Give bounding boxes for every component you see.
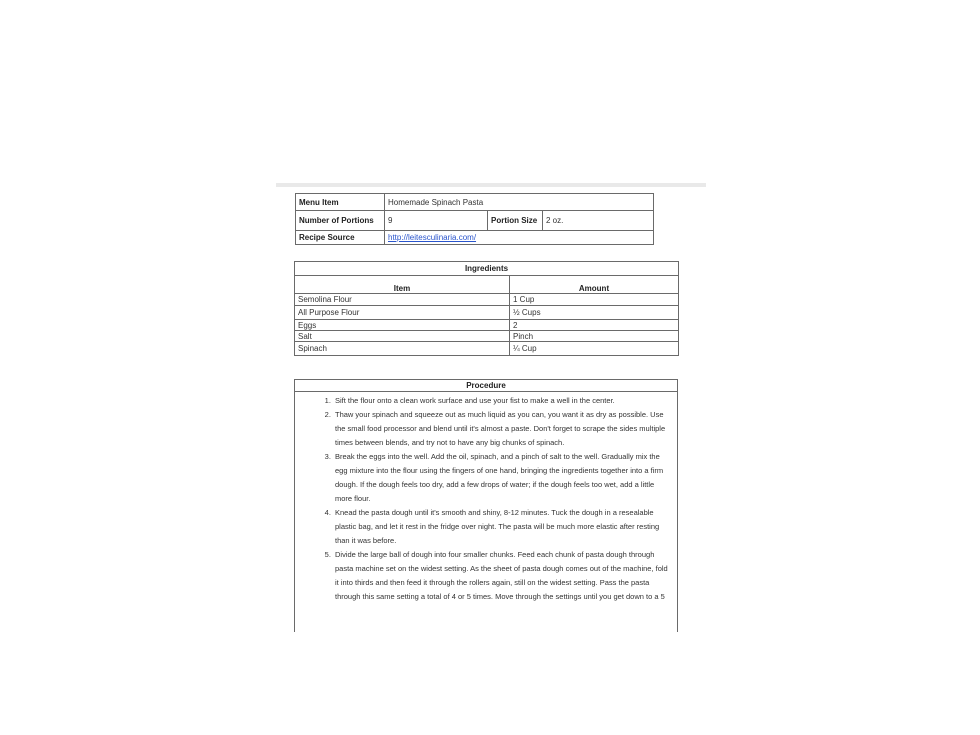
ingredient-item: Spinach	[295, 342, 510, 356]
table-row	[295, 320, 679, 331]
table-row	[295, 306, 679, 320]
procedure-title: Procedure	[295, 380, 678, 392]
portion-size-label: Portion Size	[488, 211, 543, 231]
portions-label: Number of Portions	[296, 211, 385, 231]
ingredient-item: Semolina Flour	[295, 294, 510, 306]
source-row	[296, 231, 654, 245]
procedure-steps	[299, 394, 673, 604]
ingredient-amount: 1 Cup	[510, 294, 679, 306]
procedure-step: 4. Knead the pasta dough until it's smooth and shiny, 8-12 minutes. Tuck the dough in a resealable plastic bag, and let it rest in the fridge over night. The pasta will be much more elastic after resting than it was before.	[333, 506, 673, 548]
ingredient-item: All Purpose Flour	[295, 306, 510, 320]
ingredients-title: Ingredients	[295, 262, 679, 276]
ingredient-amount: Pinch	[510, 331, 679, 342]
top-divider	[276, 183, 706, 187]
portion-size-value: 2 oz.	[543, 211, 654, 231]
menu-item-row	[296, 194, 654, 211]
source-label: Recipe Source	[296, 231, 385, 245]
menu-item-label: Menu Item	[296, 194, 385, 211]
procedure-body	[295, 392, 678, 632]
source-link[interactable]: http://leitesculinaria.com/	[388, 233, 477, 242]
table-row	[295, 294, 679, 306]
ingredient-item: Salt	[295, 331, 510, 342]
procedure-table	[294, 379, 678, 632]
ingredients-col-amount: Amount	[510, 276, 679, 294]
portions-value: 9	[385, 211, 488, 231]
ingredient-item: Eggs	[295, 320, 510, 331]
ingredient-amount: ½ Cups	[510, 306, 679, 320]
menu-item-value: Homemade Spinach Pasta	[385, 194, 654, 211]
table-row	[295, 342, 679, 356]
procedure-step: 3. Break the eggs into the well. Add the oil, spinach, and a pinch of salt to the well. Gradually mix the egg mixture into the flour using the fingers of one hand, bringing the ingredients together into a firm dough. If the dough feels too dry, add a few drops of water; if the dough feels too wet, add a little more flour.	[333, 450, 673, 506]
source-cell	[385, 231, 654, 245]
procedure-step: 5. Divide the large ball of dough into four smaller chunks. Feed each chunk of pasta dough through pasta machine set on the widest setting. As the sheet of pasta dough comes out of the machine, fold it into thirds and then feed it through the rollers again, still on the widest setting. Pass the pasta through this same setting a total of 4 or 5 times. Move through the settings until you get down to a 5	[333, 548, 673, 604]
table-row	[295, 331, 679, 342]
procedure-step: 2. Thaw your spinach and squeeze out as much liquid as you can, you want it as dry as possible. Use the small food processor and blend until it's almost a paste. Don't forget to scrape the sides multiple times between blends, and try not to have any big chunks of spinach.	[333, 408, 673, 450]
ingredient-amount: ¼ Cup	[510, 342, 679, 356]
ingredients-table	[294, 261, 679, 356]
procedure-step: 1. Sift the flour onto a clean work surface and use your fist to make a well in the center.	[333, 394, 673, 408]
portions-row	[296, 211, 654, 231]
ingredient-amount: 2	[510, 320, 679, 331]
ingredients-col-item: Item	[295, 276, 510, 294]
recipe-info-table	[295, 193, 654, 245]
